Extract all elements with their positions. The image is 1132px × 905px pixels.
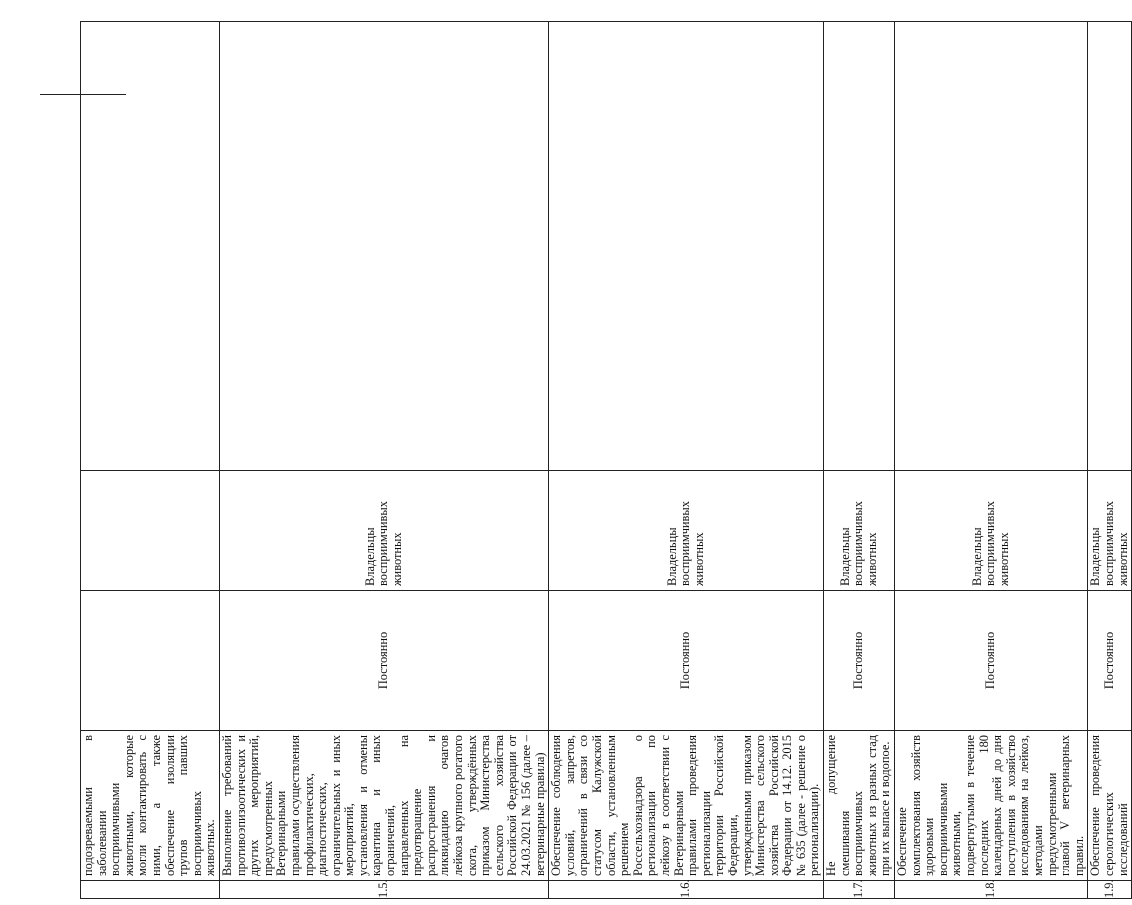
term-cell: Постоянно [895,591,1088,731]
measure-text-body: подозреваемыми в заболевании восприимчивыми животными, которые могли контактировать с ними, а также обеспечение изоляции трупов павших восприимчивых животных. [81,735,218,876]
measure-text-body: Обеспечение соблюдения условий, запретов, ограничений в связи со статусом Калужской области, установленным решением Россельхознадзора о регионализации по лейкозу в соответствии с Ветеринарными правилами проведения регионализации территории Российской Федерации, утвержденными приказом Министерства сельского хозяйства Российской Федерации от 14.12. 2015 № 635 (далее - решение о регионализации). [549,735,822,876]
responsible-cell: Владельцы восприимчивых животных [1088,471,1132,591]
table-row [824,22,895,899]
responsible-cell: Владельцы восприимчивых животных [824,471,895,591]
measure-text [824,731,895,881]
measure-text-body: Выполнение требований противоэпизоотических и других мероприятий, предусмотренных Ветеринарными правилами осуществления профилактических, диагностических, ограничительных и иных мероприятий, установления и отмены карантина и иных ограничений, направленных на предотвращение распространения и ликвидацию очагов лейкоза крупного рогатого скота, утверждённых приказом Министерства сельского хозяйства Российской Федерации от 24.03.2021 № 156 (далее – ветеринарные правила) [219,735,547,876]
measure-text [549,731,824,881]
term-cell: Постоянно [1088,591,1132,731]
row-number: 1.7. [824,881,895,899]
term-cell: Постоянно [219,591,548,731]
measure-text [1088,731,1132,881]
empty-cell [824,22,895,471]
measure-text-body: Не допущение смешивания восприимчивых животных из разных стад при их выпасе и водопое. [824,735,893,876]
measure-text [219,731,548,881]
term-cell: Постоянно [549,591,824,731]
measures-table [80,21,1132,899]
empty-cell [1088,22,1132,471]
responsible-cell: Владельцы восприимчивых животных [895,471,1088,591]
term-cell: Постоянно [824,591,895,731]
table-row [549,22,824,899]
responsible-cell: Владельцы восприимчивых животных [549,471,824,591]
row-number: 1.6. [549,881,824,899]
row-number [81,881,220,899]
empty-cell [219,22,548,471]
table-row [219,22,548,899]
responsible-cell: Владельцы восприимчивых животных [219,471,548,591]
measure-text [81,731,220,881]
row-number: 1.8. [895,881,1088,899]
row-number: 1.5. [219,881,548,899]
measure-text [895,731,1088,881]
measure-text-body: Обеспечение проведения серологических исследований [1088,735,1130,876]
empty-cell [549,22,824,471]
table-row [895,22,1088,899]
measure-text-body: Обеспечение комплектования хозяйств здоровыми восприимчивыми животными, подвергнутыми в течение последних 180 календарных дней до дня поступления в хозяйство исследованиям на лейкоз, методами предусмотренными главой V ветеринарных правил. [895,735,1086,876]
table-row [1088,22,1132,899]
row-number: 1.9. [1088,881,1132,899]
empty-cell [81,22,220,471]
empty-cell [895,22,1088,471]
term-cell [81,591,220,731]
table-row [81,22,220,899]
responsible-cell [81,471,220,591]
